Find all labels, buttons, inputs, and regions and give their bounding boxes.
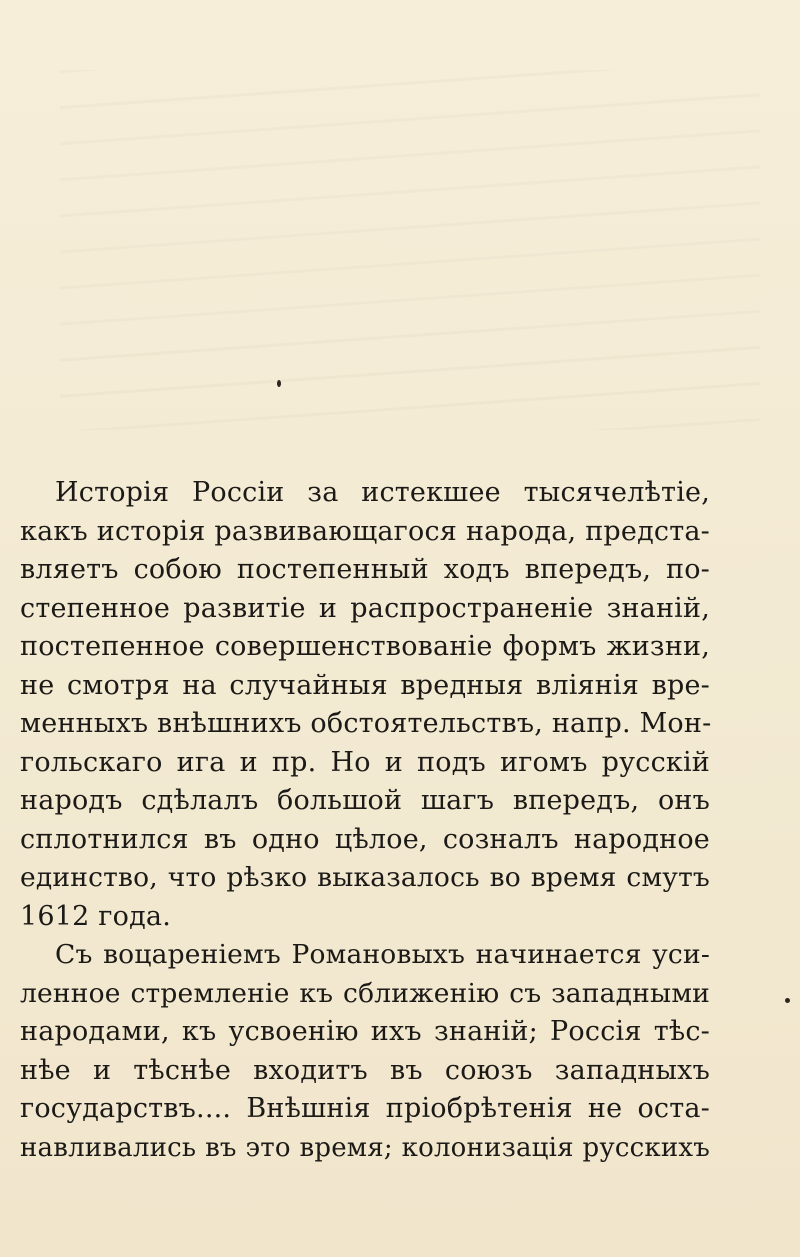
text-line: народъ сдѣлалъ большой шагъ впередъ, онъ — [20, 785, 710, 816]
text-line: нѣе и тѣснѣе входитъ въ союзъ западныхъ — [20, 1054, 710, 1086]
ink-speck — [785, 998, 790, 1003]
show-through-texture — [60, 70, 760, 430]
text-line: навливались въ это время; колонизація русскихъ — [20, 1132, 710, 1163]
text-line: Исторія Россіи за истекшее тысячелѣтіе, — [55, 477, 710, 508]
text-line: 1612 года. — [20, 900, 172, 932]
text-line: гольскаго ига и пр. Но и подъ игомъ русскій — [20, 746, 710, 778]
text-line: не смотря на случайныя вредныя вліянія вре- — [20, 669, 710, 701]
text-line: ленное стремленіе къ сближенію съ западными — [20, 977, 710, 1009]
text-line: постепенное совершенствованіе формъ жизни, — [20, 631, 710, 662]
text-line: Съ воцареніемъ Романовыхъ начинается уси- — [55, 939, 710, 970]
text-line: сплотнился въ одно цѣлое, сознaлъ народное — [20, 823, 710, 855]
text-line: менныхъ внѣшнихъ обстоятельствъ, напр. Мон- — [20, 708, 712, 739]
paragraph-2 — [20, 936, 710, 1167]
text-line: народами, къ усвоенію ихъ знаній; Россія тѣс- — [20, 1016, 710, 1047]
text-line: единство, что рѣзко выказалось во время смутъ — [20, 862, 710, 893]
paragraph-1 — [20, 474, 710, 936]
text-line: какъ исторія развивающагося народа, предста- — [20, 515, 710, 547]
text-line: государствъ.... Внѣшнія пріобрѣтенія не оста- — [20, 1093, 710, 1124]
ink-speck — [277, 380, 281, 387]
text-line: вляетъ собою постепенный ходъ впередъ, по- — [20, 554, 710, 585]
text-line: степенное развитіе и распространеніе знаній, — [20, 592, 710, 624]
body-text — [20, 474, 710, 1167]
